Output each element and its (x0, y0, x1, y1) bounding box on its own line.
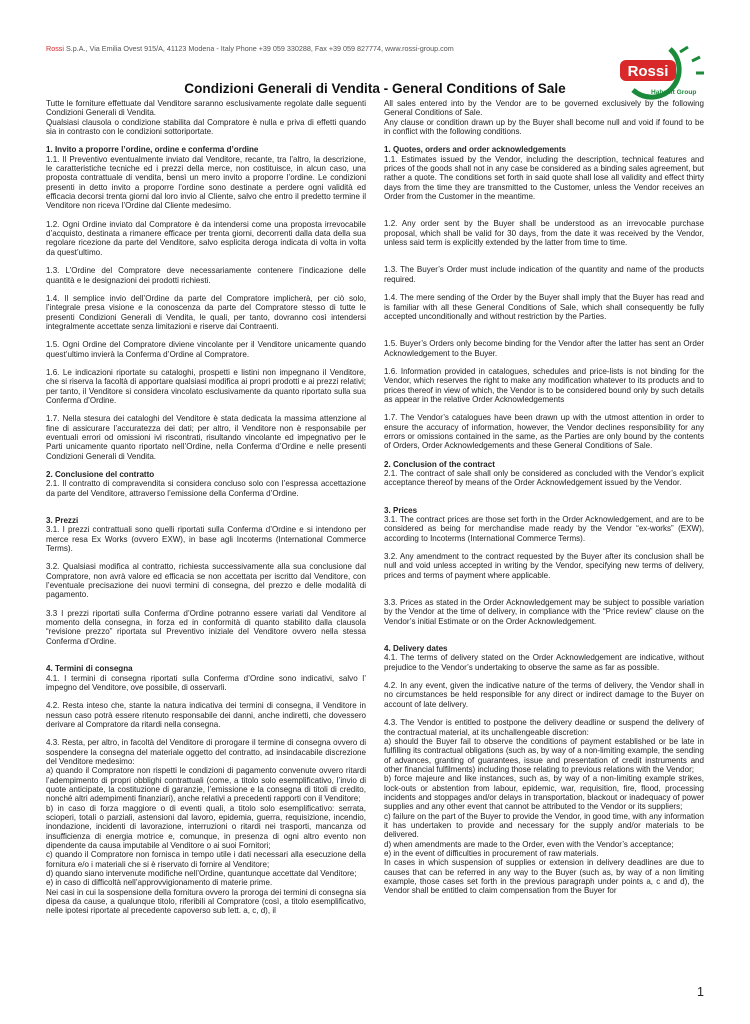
clause-paragraph: 2.1. The contract of sale shall only be considered as concluded with the Vendor’s explicit acceptance thereof by means of the Order Acknowledgement issued by the Vendor. (384, 468, 704, 488)
brand-name: Rossi (46, 44, 64, 53)
clause-paragraph: 3.3. Prices as stated in the Order Acknowledgement may be subject to possible variation by the Vendor at the time of delivery, in compliance with the “Price review” clause on the Vendor’s initial Estimate or on the Order Acknowledgement. (384, 598, 704, 626)
list-item: a) quando il Compratore non rispetti le condizioni di pagamento convenute ovvero ritardi l’adempimento di propri obblighi contrattuali (come, a titolo solo esemplificativo, l’invio di quote anticipate, la costituzione di garanzie, l’emissione e la consegna di titoli di credito, nonché altri adempimenti finanziari), anche relativi a precedenti rapporti con il Venditore; (46, 766, 366, 804)
clause-paragraph: 4.2. Resta inteso che, stante la natura indicativa dei termini di consegna, il Venditore in nessun caso potrà essere ritenuto responsabile dei danni, anche indiretti, che dovessero derivare al Compratore da ritardi nella consegna. (46, 701, 366, 729)
clause-paragraph: 1.3. L’Ordine del Compratore deve necessariamente contenere l’indicazione delle quantità e le designazioni dei prodotti richiesti. (46, 266, 366, 285)
clause-paragraph: 4.2. In any event, given the indicative nature of the terms of delivery, the Vendor shall in no circumstances be held responsible for any direct or indirect damage to the Buyer on account of late delivery. (384, 681, 704, 709)
clause-paragraph: 4.3. Resta, per altro, in facoltà del Venditore di prorogare il termine di consegna ovvero di sospendere la consegna del materiale oggetto del contratto, ad insindacabile discrezione del Venditore medesimo: (46, 738, 366, 766)
section-heading: 4. Termini di consegna (46, 664, 133, 674)
clause-paragraph: 1.3. The Buyer’s Order must include indication of the quantity and name of the products required. (384, 265, 704, 284)
clause-paragraph: 4.1. I termini di consegna riportati sulla Conferma d’Ordine sono indicativi, salvo l’ impegno del Venditore, ove possibile, di osservarli. (46, 673, 366, 692)
clause-paragraph: 1.5. Buyer’s Orders only become binding for the Vendor after the latter has sent an Order Acknowledgement to the Buyer. (384, 339, 704, 358)
clause-paragraph: 1.2. Any order sent by the Buyer shall be understood as an irrevocable purchase proposal, which shall be valid for 30 days, from the date it was received by the Vendor, unless said term is explicitly extended by the latter from time to time. (384, 219, 704, 248)
section-heading: 1. Invito a proporre l’ordine, ordine e conferma d’ordine (46, 145, 259, 155)
clause-paragraph: 3.2. Qualsiasi modifica al contratto, richiesta successivamente alla sua conclusione dal Compratore, non avrà valore ed efficacia se non accettata per iscritto dal Venditore, con l’eventuale precisazione dei nuovi termini di consegna, del prezzo e delle modalità di pagamento. (46, 562, 366, 600)
logo-wordmark: Rossi (627, 63, 669, 80)
logo-group-name: Habasit Group (651, 89, 697, 96)
clause-paragraph: Nei casi in cui la sospensione della fornitura ovvero la proroga dei termini di consegna sia dipesa da cause, a qualunque titolo, riferibili al Compratore (così, a titolo esemplificativo, nelle ipotesi riportate al precedente capoverso sub lett. a, c, d), il (46, 887, 366, 916)
clause-paragraph: 1.6. Le indicazioni riportate su cataloghi, prospetti e listini non impegnano il Venditore, che si riserva la facoltà di apportare qualsiasi modifica ai propri prodotti e ai prezzi relativi; per tanto, il Venditore si considera vincolato esclusivamente da quanto riportato sulla sua Conferma d’Ordine. (46, 367, 366, 405)
section-heading: 1. Quotes, orders and order acknowledgements (384, 145, 566, 155)
clause-paragraph: 4.1. The terms of delivery stated on the Order Acknowledgement are indicative, without prejudice to the Vendor’s undertaking to observe the same as far as possible. (384, 653, 704, 672)
clause-paragraph: 3.2. Any amendment to the contract requested by the Buyer after its conclusion shall be null and void unless accepted in writing by the Vendor, specifying new terms of delivery, prices and terms of payment where applicable. (384, 552, 704, 580)
clause-paragraph: 1.2. Ogni Ordine inviato dal Compratore è da intendersi come una proposta irrevocabile d’acquisto, destinata a rimanere efficace per trenta giorni, decorrenti dalla data della sua regolare ricezione da parte del Venditore, salvo esplicita deroga indicata di volta in volta da quest’ultimo. (46, 219, 366, 257)
intro-paragraph: Qualsiasi clausola o condizione stabilita dal Compratore è nulla e priva di effetti quando sia in contrasto con le condizioni sottoriportate. (46, 117, 366, 137)
section-heading: 4. Delivery dates (384, 644, 448, 654)
company-header (46, 44, 454, 53)
list-item: e) in caso di difficoltà nell’approvvigionamento di materie prime. (46, 878, 273, 888)
list-item: c) quando il Compratore non fornisca in tempo utile i dati necessari alla esecuzione della fornitura e/o i materiali che si è riservato di fornire al Venditore; (46, 850, 366, 869)
clause-paragraph: In cases in which suspension of supplies or extension in delivery deadlines are due to causes that can be referred in any way to the Buyer (such as, by way of a non limiting example, those cases set forth in the previous paragraph under points a, c and d), the Vendor shall be entitled to claim compensation from the Buyer for (384, 858, 704, 896)
clause-paragraph: 1.7. Nella stesura dei cataloghi del Venditore è stata dedicata la massima attenzione al fine di assicurare l’accuratezza dei dati; per altro, il Venditore non è responsabile per eventuali errori od omissioni ivi riscontrati, risultando vincolante ed impegnativo per le Parti unicamente quanto riportato nell’Ordine, nella Conferma d’Ordine e nelle presenti Condizioni Generali di Vendita. (46, 414, 366, 461)
english-column (384, 99, 704, 896)
list-item: d) quando siano intervenute modifiche nell’Ordine, quantunque accettate dal Venditore; (46, 869, 357, 879)
clause-paragraph: 3.1. I prezzi contrattuali sono quelli riportati sulla Conferma d’Ordine e si intendono per merce resa Ex Works (ovvero EXW), in base agli Incoterms (International Commerce Terms). (46, 525, 366, 554)
clause-paragraph: 1.4. The mere sending of the Order by the Buyer shall imply that the Buyer has read and is familiar with all these General Conditions of Sale, which shall consequently be fully accepted unconditionally and without restriction by the Parties. (384, 293, 704, 321)
intro-paragraph: All sales entered into by the Vendor are to be governed exclusively by the following General Conditions of Sale. (384, 99, 704, 118)
clause-paragraph: 1.1. Estimates issued by the Vendor, including the description, technical features and prices of the goods shall not in any case be considered as a binding sales agreement, but rather a quote. The conditions set forth in said quote shall lose all validity and effect thirty days from the time they are transmitted to the Customer, unless the Vendor receives an Order from the Customer in the meantime. (384, 154, 704, 202)
list-item: c) failure on the part of the Buyer to provide the Vendor, in good time, with any information it has undertaken to provide and necessary for the supply and/or materials to be delivered. (384, 811, 704, 840)
page-title: Condizioni Generali di Vendita - General Conditions of Sale (184, 81, 566, 96)
intro-paragraph: Any clause or condition drawn up by the Buyer shall become null and void if found to be in conflict with the following conditions. (384, 117, 704, 137)
clause-paragraph: 2.1. Il contratto di compravendita si considera concluso solo con l’espressa accettazione da parte del Venditore, attraverso l’emissione della Conferma d’Ordine. (46, 479, 366, 498)
clause-paragraph: 3.1. The contract prices are those set forth in the Order Acknowledgement, and are to be considered as being for merchandise made ready by the Vendor “ex-works” (EXW), according to Incoterms (International Commerce Terms). (384, 515, 704, 543)
list-item: a) should the Buyer fail to observe the conditions of payment established or be late in fulfilling its contractual obligations (such as, by way of a non-limiting example, the sending of advances, granting of guarantees, issue and presentation of credit instruments and other financial fulfilments) including those relating to previous relations with the Vendor; (384, 736, 704, 774)
list-item: d) when amendments are made to the Order, even with the Vendor’s acceptance; (384, 839, 674, 849)
clause-paragraph: 1.7. The Vendor’s catalogues have been drawn up with the utmost attention in order to ensure the accuracy of information, however, the Vendor declines responsibility for any errors or omissions contained in the same, as the Parties are only bound by the contents of Orders, Order Acknowledgements and these General Conditions of Sale. (384, 413, 704, 451)
section-heading: 2. Conclusione del contratto (46, 470, 155, 479)
clause-paragraph: 1.4. Il semplice invio dell’Ordine da parte del Compratore implicherà, per ciò solo, l’integrale presa visione e la conoscenza da parte del Compratore stesso di tutte le presenti Condizioni Generali di Vendita, le quali, per tanto, dovranno così intendersi integralmente accettate senza limitazioni e riserve dai Contraenti. (46, 293, 366, 331)
clause-paragraph: 1.5. Ogni Ordine del Compratore diviene vincolante per il Venditore unicamente quando quest’ultimo invierà la Conferma d’Ordine al Compratore. (46, 340, 366, 359)
clause-paragraph: 1.1. Il Preventivo eventualmente inviato dal Venditore, recante, tra l’altro, la descrizione, le caratteristiche tecniche ed i prezzi della merce, non costituisce, in alcun caso, una proposta contrattuale di vendita, bensì un mero invito a proporre l’ordine. Le condizioni presenti in detto invito a proporre l’ordine sono destinate a perdere ogni validità ed efficacia decorsi trenta giorni dal loro invio al Cliente, salvo che entro il predetto termine il Venditore non riceva l’Ordine dal Cliente medesimo. (46, 154, 366, 211)
clause-paragraph: 3.3 I prezzi riportati sulla Conferma d’Ordine potranno essere variati dal Venditore al momento della consegna, in forza ed in conformità di quanto stabilito dalla clausola “revisione prezzo” riportata sul Preventivo iniziale del Venditore ovvero nella stessa Conferma d’Ordine. (46, 608, 366, 646)
page-number: 1 (697, 985, 704, 999)
list-item: e) in the event of difficulties in procurement of raw materials. (384, 848, 599, 858)
section-heading: 2. Conclusion of the contract (384, 459, 495, 469)
clause-paragraph: 1.6. Information provided in catalogues, schedules and price-lists is not binding for the Vendor, which reserves the right to make any modification whatever to its products and to prices thereof in view of which, the Vendor is to be considered bound only by such details as appear in the relative Order Acknowledgements (384, 366, 704, 404)
list-item: b) force majeure and like instances, such as, by way of a non-limiting example strikes, lock-outs or abstention from labour, epidemic, war, requisition, fire, flood, processing incidents and stoppages and/or delays in transportation, blackout or inadequacy of power supplies and any other event that cannot be attributed to the Vendor or its suppliers; (384, 774, 704, 812)
list-item: b) in caso di forza maggiore o di eventi quali, a titolo solo esemplificativo: serrata, scioperi, totali o parziali, astensioni dal lavoro, epidemia, guerra, requisizione, incendio, inondazione, incidenti di lavorazione, interruzioni o ritardi nei trasporti, mancanza od insufficienza di energia motrice e, comunque, in presenza di ogni altro evento non dipendente da causa imputabile al Venditore o ai suoi Fornitori; (46, 803, 366, 850)
section-heading: 3. Prices (384, 505, 418, 515)
company-address: S.p.A., Via Emilia Ovest 915/A, 41123 Modena - Italy Phone +39 059 330288, Fax +39 059 827774, www.rossi-group.com (63, 44, 454, 53)
italian-column (46, 99, 366, 916)
intro-paragraph: Tutte le forniture effettuate dal Venditore saranno esclusivamente regolate dalle seguenti Condizioni Generali di Vendita. (46, 99, 366, 118)
section-heading: 3. Prezzi (46, 516, 79, 526)
clause-paragraph: 4.3. The Vendor is entitled to postpone the delivery deadline or suspend the delivery of the contractual material, at its unchallengeable discretion: (384, 718, 704, 737)
